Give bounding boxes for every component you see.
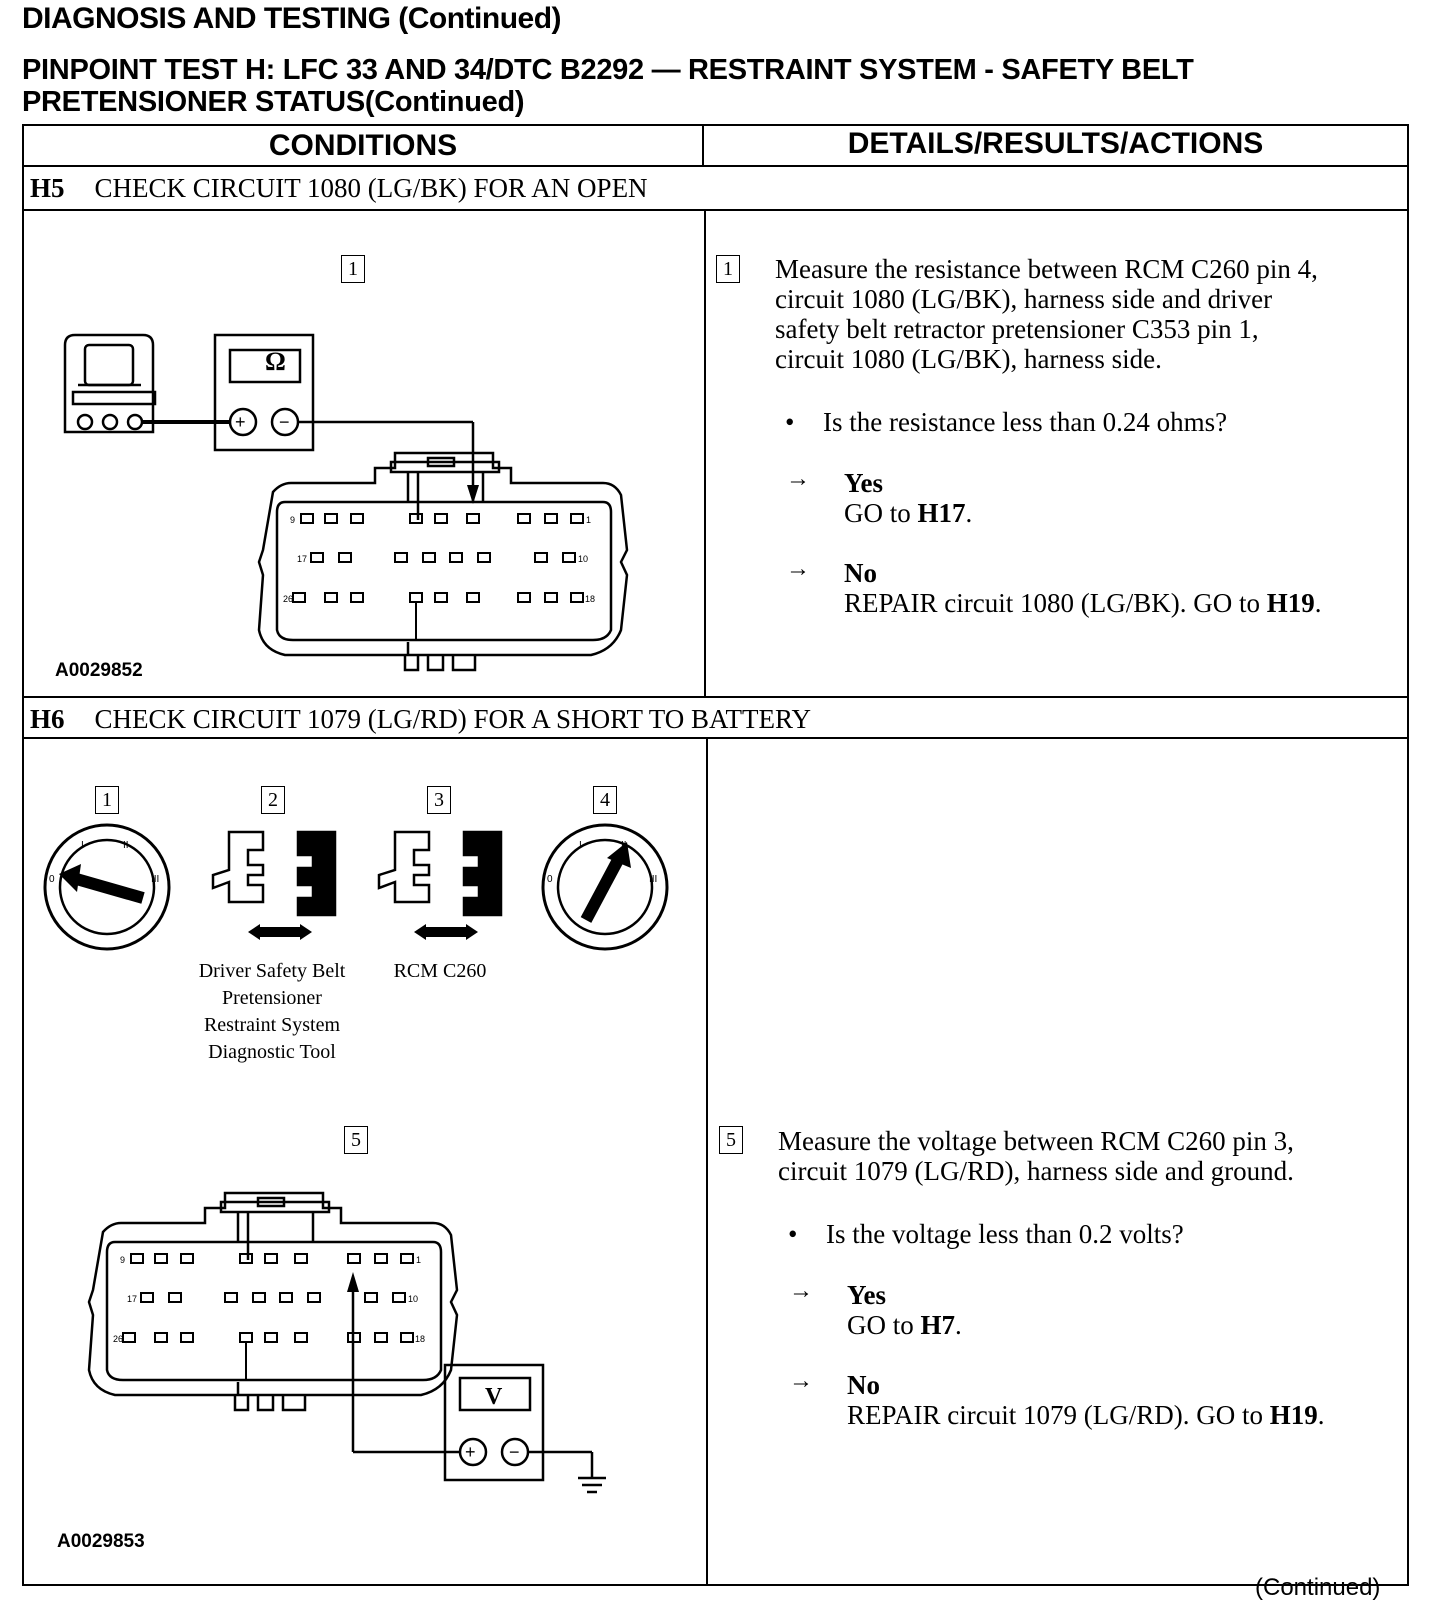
h5-step-title: CHECK CIRCUIT 1080 (LG/BK) FOR AN OPEN xyxy=(94,173,648,203)
svg-text:II: II xyxy=(123,840,129,851)
volt-symbol: V xyxy=(485,1384,503,1410)
double-arrow-icon xyxy=(248,924,312,940)
pin-label-17: 17 xyxy=(127,1294,138,1304)
h5-wiring-figure xyxy=(23,210,703,690)
pin-label-9: 9 xyxy=(290,515,296,525)
svg-text:II: II xyxy=(621,840,627,851)
h5-figure-step-badge: 1 xyxy=(341,255,365,283)
svg-text:I: I xyxy=(81,840,84,851)
pin-label-1: 1 xyxy=(586,515,592,525)
continued-footer: (Continued) xyxy=(1255,1574,1381,1601)
h6-yes-label: Yes xyxy=(847,1280,886,1310)
h6-yes-action: GO to H7. xyxy=(847,1310,962,1340)
svg-text:I: I xyxy=(579,840,582,851)
ignition-switch-off-icon xyxy=(45,825,169,949)
arrow-right-icon: → xyxy=(789,1278,813,1304)
pin-label-10: 10 xyxy=(578,554,589,564)
h6-figure-step-badge: 3 xyxy=(427,786,451,814)
h6-step-heading xyxy=(30,704,811,735)
arrow-right-icon: → xyxy=(786,556,810,582)
h6-steps-figure xyxy=(23,820,703,980)
svg-text:+: + xyxy=(465,1442,476,1462)
svg-text:−: − xyxy=(279,412,290,432)
h5-no-action: REPAIR circuit 1080 (LG/BK). GO to H19. xyxy=(844,588,1322,618)
h6-figure-step-badge: 4 xyxy=(593,786,617,814)
h6-figure-step-badge: 1 xyxy=(95,786,119,814)
bullet-icon: • xyxy=(788,1219,798,1249)
h5-yes-action: GO to H17. xyxy=(844,498,973,528)
pin-label-17: 17 xyxy=(297,554,308,564)
test-subtitle-line2: PRETENSIONER STATUS(Continued) xyxy=(22,86,525,118)
h5-question: Is the resistance less than 0.24 ohms? xyxy=(823,407,1228,437)
pin-label-26: 26 xyxy=(113,1334,124,1344)
h6-figure-step-badge: 5 xyxy=(344,1126,368,1154)
details-column-header: DETAILS/RESULTS/ACTIONS xyxy=(847,127,1264,160)
page-title: DIAGNOSIS AND TESTING (Continued) xyxy=(22,2,562,35)
pin-label-18: 18 xyxy=(585,594,596,604)
arrow-right-icon: → xyxy=(786,466,810,492)
h6-question: Is the voltage less than 0.2 volts? xyxy=(826,1219,1184,1249)
conditions-column-header: CONDITIONS xyxy=(268,129,458,162)
h6-step-title: CHECK CIRCUIT 1079 (LG/RD) FOR A SHORT TO BATTERY xyxy=(94,704,811,734)
h5-instruction: Measure the resistance between RCM C260 pin 4, circuit 1080 (LG/BK), harness side and driver safety belt retractor pretensioner C353 pin 1, circuit 1080 (LG/BK), harness side. xyxy=(775,254,1318,374)
pin-label-26: 26 xyxy=(283,594,294,604)
pin-label-10: 10 xyxy=(408,1294,419,1304)
svg-text:III: III xyxy=(649,874,658,885)
h6-figure-step-badge: 2 xyxy=(261,786,285,814)
pin-label-9: 9 xyxy=(120,1255,126,1265)
ignition-switch-run-icon xyxy=(543,825,667,949)
h5-step-number: 1 xyxy=(716,255,740,283)
connector-disconnect-icon xyxy=(379,832,501,915)
h6-step-id: H6 xyxy=(30,704,65,734)
h5-step-heading xyxy=(30,173,648,204)
h5-figure-code: A0029852 xyxy=(55,660,143,681)
pin-label-1: 1 xyxy=(416,1255,422,1265)
h5-yes-label: Yes xyxy=(844,468,883,498)
h5-no-label: No xyxy=(844,558,877,588)
arrow-right-icon: → xyxy=(789,1368,813,1394)
pin-label-18: 18 xyxy=(415,1334,426,1344)
h6-no-action: REPAIR circuit 1079 (LG/RD). GO to H19. xyxy=(847,1400,1325,1430)
h6-caption-tool: Driver Safety Belt Pretensioner Restraint System Diagnostic Tool xyxy=(198,960,346,1063)
svg-text:+: + xyxy=(235,412,246,432)
ohm-symbol: Ω xyxy=(265,347,286,376)
svg-text:III: III xyxy=(151,874,160,885)
double-arrow-icon xyxy=(414,924,478,940)
h6-caption-rcm: RCM C260 xyxy=(393,960,487,982)
svg-text:0: 0 xyxy=(547,874,553,885)
h6-figure-code: A0029853 xyxy=(57,1531,145,1552)
h6-no-label: No xyxy=(847,1370,880,1400)
connector-disconnect-icon xyxy=(213,832,335,915)
test-subtitle-line1: PINPOINT TEST H: LFC 33 AND 34/DTC B2292 — RESTRAINT SYSTEM - SAFETY BELT xyxy=(22,54,1194,86)
bullet-icon: • xyxy=(785,407,795,437)
h6-instruction: Measure the voltage between RCM C260 pin 3, circuit 1079 (LG/RD), harness side and ground. xyxy=(778,1126,1294,1186)
svg-text:0: 0 xyxy=(49,874,55,885)
h6-step-number: 5 xyxy=(719,1126,743,1154)
svg-text:−: − xyxy=(509,1442,520,1462)
h5-step-id: H5 xyxy=(30,173,65,203)
